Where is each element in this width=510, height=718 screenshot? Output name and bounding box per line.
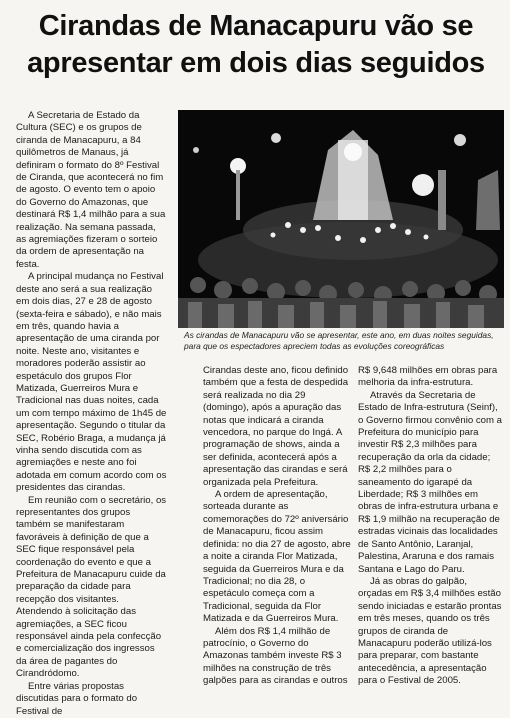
col2-paragraph: A ordem de apresentação, sorteada durante as comemorações do 72º aniversário de Manacapuru, ficou assim definida: no dia 27 de agosto, abre a noite a ciranda Flor Matizada, seguida da Guerreiros Mura e da Tradicional; no dia 28, o espetáculo começa com a Tradicional, seguida da Flor Matizada e da Guerreiros Mura.: [203, 489, 351, 625]
col2-paragraph: Além dos R$ 1,4 milhão de patrocínio, o Governo do Amazonas também investe R$ 3 milhões na construção de três galpões para as cirandas e outros: [203, 625, 348, 687]
article-column-1: [16, 110, 167, 718]
col1-paragraph: Em reunião com o secretário, os representantes dos grupos também se manifestaram favoráveis à definição de que a SEC fique responsável pela coordenação do evento e que a Prefeitura de Manacapuru cuide da preparação da cidade para recepção dos visitantes. Atendendo à solicitação das agremiações, a SEC ficou responsável ainda pela confecção e comercialização dos ingressos da área de pagantes do Cirandródomo.: [16, 494, 167, 680]
article-photo-block: [178, 110, 504, 358]
ciranda-performance-photo: [178, 110, 504, 328]
col1-paragraph: A Secretaria de Estado da Cultura (SEC) e os grupos de ciranda de Manacapuru, a 84 quilômetros de Manaus, já definiram o formato do 8º Festival de Ciranda, que acontecerá no fim de agosto. O evento tem o apoio do Governo do Amazonas, que destinará R$ 1,4 milhão para a sua realização. Na semana passada, as agremiações fizeram o sorteio da ordem de apresentação na festa.: [16, 110, 166, 270]
photo-caption: As cirandas de Manacapuru vão se apresentar, este ano, em duas noites seguidas, para que os espectadores apreciem todas as evoluções coreográficas: [184, 330, 494, 351]
col1-paragraph: A principal mudança no Festival deste ano será a sua realização em dois dias, 27 e 28 de agosto (sexta-feira e sábado), e não mais em três, quando havia a apresentação de uma ciranda por noite. Neste ano, visitantes e moradores poderão assistir ao espetáculo dos grupos Flor Matizada, Guerreiros Mura e Tradicional nas duas noites, cada um com tempo máximo de 1h45 de apresentação. Segundo o titular da SEC, Robério Braga, a mudança já vinha sendo discutida com as agremiações e neste ano foi adotada em comum acordo com os presidentes das cirandas.: [16, 271, 167, 494]
col3-paragraph: Através da Secretaria de Estado de Infra-estrutura (Seinf), o Governo firmou convênio com a Prefeitura do município para investir R$ 2,3 milhões para recuperação da orla da cidade; R$ 2,2 milhões para o saneamento do igarapé da Liberdade; R$ 3 milhões em obras de infra-estrutura urbana e R$ 1,9 milhão na recuperação de estradas vicinais das localidades de Santo Antônio, Laranjal, Palestina, Araruna e dos ramais Santana e Lago do Paru.: [358, 389, 502, 575]
article-headline: Cirandas de Manacapuru vão se apresentar em dois dias seguidos: [27, 10, 485, 79]
col3-paragraph: R$ 9,648 milhões em obras para melhoria da infra-estrutura.: [358, 365, 498, 389]
col1-paragraph: Entre várias propostas discutidas para o formato do Festival de: [16, 680, 138, 717]
col2-paragraph: Cirandas deste ano, ficou definido também que a festa de despedida será realizada no dia 29 (domingo), após a apuração das notas que indicará a ciranda vencedora, no parque do Ingá. A programação de shows, ainda a ser definida, acontecerá após a apresentação das cirandas e será organizada pela Prefeitura.: [203, 365, 349, 488]
col3-paragraph: Já as obras do galpão, orçadas em R$ 3,4 milhões estão sendo iniciadas e estarão prontas em três meses, quando os três grupos de ciranda de Manacapuru poderão utilizá-los para preparar, com bastante antecedência, a apresentação para o Festival de 2005.: [358, 575, 502, 687]
photo-illustration: [178, 110, 504, 328]
article-column-3: [358, 365, 503, 688]
article-column-2: [203, 365, 353, 688]
